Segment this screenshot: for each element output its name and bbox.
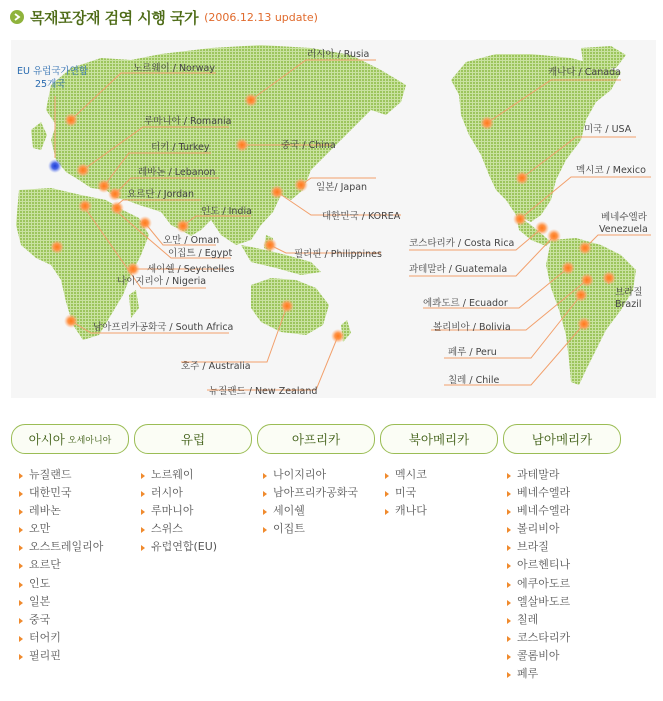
page-title: 목재포장재 검역 시행 국가 [30,8,199,27]
britain-landmass [31,122,47,150]
north-america-country-list [383,466,427,520]
tab-asia-sub: 오세아니아 [67,435,112,446]
africa-country-list [261,466,358,538]
label-australia: 호주 / Australia [181,361,251,372]
marker-seychelles[interactable] [126,262,140,276]
country-list-item: 세이쉘 [261,502,358,520]
country-list-item: 유럽연합(EU) [139,538,217,556]
tab-south-america-label: 남아메리카 [531,432,593,447]
country-list-item: 콜롬비아 [505,647,570,665]
country-list-item: 에쿠아도르 [505,575,570,593]
country-list-item: 아르헨티나 [505,556,570,574]
label-brazil-en: Brazil [615,299,642,310]
marker-japan[interactable] [294,178,308,192]
country-list-item: 루마니아 [139,502,217,520]
label-south-africa: 남아프리카공화국 / South Africa [93,322,234,333]
country-list-item: 터어키 [17,629,103,647]
tab-europe-label: 유럽 [180,432,206,447]
country-list-item: 오스트레일리아 [17,538,103,556]
tab-asia[interactable] [11,424,129,454]
country-list-item: 엘살바도르 [505,593,570,611]
marker-philippines[interactable] [263,238,277,252]
label-japan: 일본/ Japan [316,182,368,193]
country-list-item: 스위스 [139,520,217,538]
country-list-item: 인도 [17,575,103,593]
madagascar-landmass [129,290,139,318]
label-jordan: 요르단 / Jordan [127,189,194,200]
marker-canada[interactable] [480,116,494,130]
country-list-item: 나이지리아 [261,466,358,484]
marker-ecuador[interactable] [561,261,575,275]
marker-china[interactable] [235,138,249,152]
label-russia: 러시아 / Rusia [307,49,370,60]
country-list-item: 남아프리카공화국 [261,484,358,502]
label-philippines: 필리핀 / Philippines [294,249,382,260]
country-list-item: 미국 [383,484,427,502]
label-venezuela-en: Venezuela [599,224,648,235]
marker-new-zealand[interactable] [331,329,345,343]
tab-asia-label: 아시아 [28,432,65,447]
marker-jordan[interactable] [110,201,124,215]
page-title-row [10,6,318,28]
label-canada: 캐나다 / Canada [548,67,621,78]
chevron-right-icon [10,10,24,24]
tab-africa[interactable] [257,424,375,454]
label-turkey: 터키 / Turkey [151,142,210,153]
country-list-item: 페루 [505,665,570,683]
marker-korea[interactable] [270,185,284,199]
marker-oman[interactable] [138,216,152,230]
label-new-zealand: 뉴질랜드 / New Zealand [209,386,318,397]
country-list-item: 요르단 [17,556,103,574]
marker-romania[interactable] [76,163,90,177]
label-nigeria: 나이지리아 / Nigeria [117,276,207,287]
marker-brazil[interactable] [602,271,616,285]
label-costa-rica: 코스타리카 / Costa Rica [409,238,515,249]
tab-africa-label: 아프리카 [291,432,341,447]
label-bolivia: 볼리비아 / Bolivia [433,322,511,333]
tab-europe[interactable] [134,424,252,454]
label-oman: 오만 / Oman [163,235,220,246]
marker-nigeria[interactable] [50,240,64,254]
country-list-item: 일본 [17,593,103,611]
tab-north-america-label: 북아메리카 [408,432,470,447]
marker-mexico[interactable] [513,212,527,226]
south-america-landmass [546,238,636,385]
label-venezuela-ko: 베네수엘라 [601,212,647,223]
marker-venezuela[interactable] [578,241,592,255]
update-date: (2006.12.13 update) [204,10,318,24]
label-peru: 페루 / Peru [448,347,497,358]
marker-bolivia[interactable] [580,273,594,287]
country-list-item: 러시아 [139,484,217,502]
country-list-item: 멕시코 [383,466,427,484]
tab-north-america[interactable] [380,424,498,454]
marker-russia[interactable] [244,93,258,107]
country-list-item: 볼리비아 [505,520,570,538]
marker-egypt[interactable] [78,199,92,213]
label-seychelles: 세이쉘 / Seychelles [147,264,235,275]
label-india: 인도 / India [201,206,252,217]
country-list-item: 오만 [17,520,103,538]
marker-usa[interactable] [515,171,529,185]
country-list-item: 노르웨이 [139,466,217,484]
label-chile: 칠레 / Chile [448,375,500,386]
country-list-item: 브라질 [505,538,570,556]
label-brazil-ko: 브라질 [615,287,643,298]
country-list-item: 베네수엘라 [505,502,570,520]
country-list-item: 뉴질랜드 [17,466,103,484]
label-ecuador: 에콰도르 / Ecuador [423,298,508,309]
tab-south-america[interactable] [503,424,621,454]
marker-peru[interactable] [574,288,588,302]
country-list-item: 칠레 [505,611,570,629]
label-usa: 미국 / USA [584,124,632,135]
label-eu-1: EU 유럽국가연합 [17,66,89,77]
country-list-item: 중국 [17,611,103,629]
marker-india[interactable] [176,219,190,233]
country-list-item: 캐나다 [383,502,427,520]
label-lebanon: 레바논 / Lebanon [138,167,216,178]
south-america-country-list [505,466,570,683]
label-korea: 대한민국 / KOREA [322,211,401,222]
label-guatemala: 과테말라 / Guatemala [409,264,508,275]
label-mexico: 멕시코 / Mexico [576,165,646,176]
country-list-item: 베네수엘라 [505,484,570,502]
marker-costa-rica[interactable] [535,221,549,235]
country-list-item: 필리핀 [17,647,103,665]
asia-country-list [17,466,103,665]
europe-country-list [139,466,217,556]
marker-guatemala[interactable] [547,229,561,243]
label-romania: 루마니아 / Romania [144,116,232,127]
marker-australia[interactable] [280,299,294,313]
country-list-item: 레바논 [17,502,103,520]
marker-chile[interactable] [577,317,591,331]
north-america-landmass [451,54,621,222]
marker-south-africa[interactable] [64,314,78,328]
country-list-item: 대한민국 [17,484,103,502]
marker-norway[interactable] [64,113,78,127]
label-china: 중국 / China [281,140,336,151]
label-eu-2: 25개국 [35,79,66,90]
marker-lebanon[interactable] [108,187,122,201]
label-egypt: 이집트 / Egypt [168,248,233,259]
country-list-item: 과테말라 [505,466,570,484]
country-list-item: 코스타리카 [505,629,570,647]
label-norway: 노르웨이 / Norway [133,63,215,74]
marker-eu[interactable] [48,159,62,173]
country-list-item: 이집트 [261,520,358,538]
world-map [11,40,656,398]
